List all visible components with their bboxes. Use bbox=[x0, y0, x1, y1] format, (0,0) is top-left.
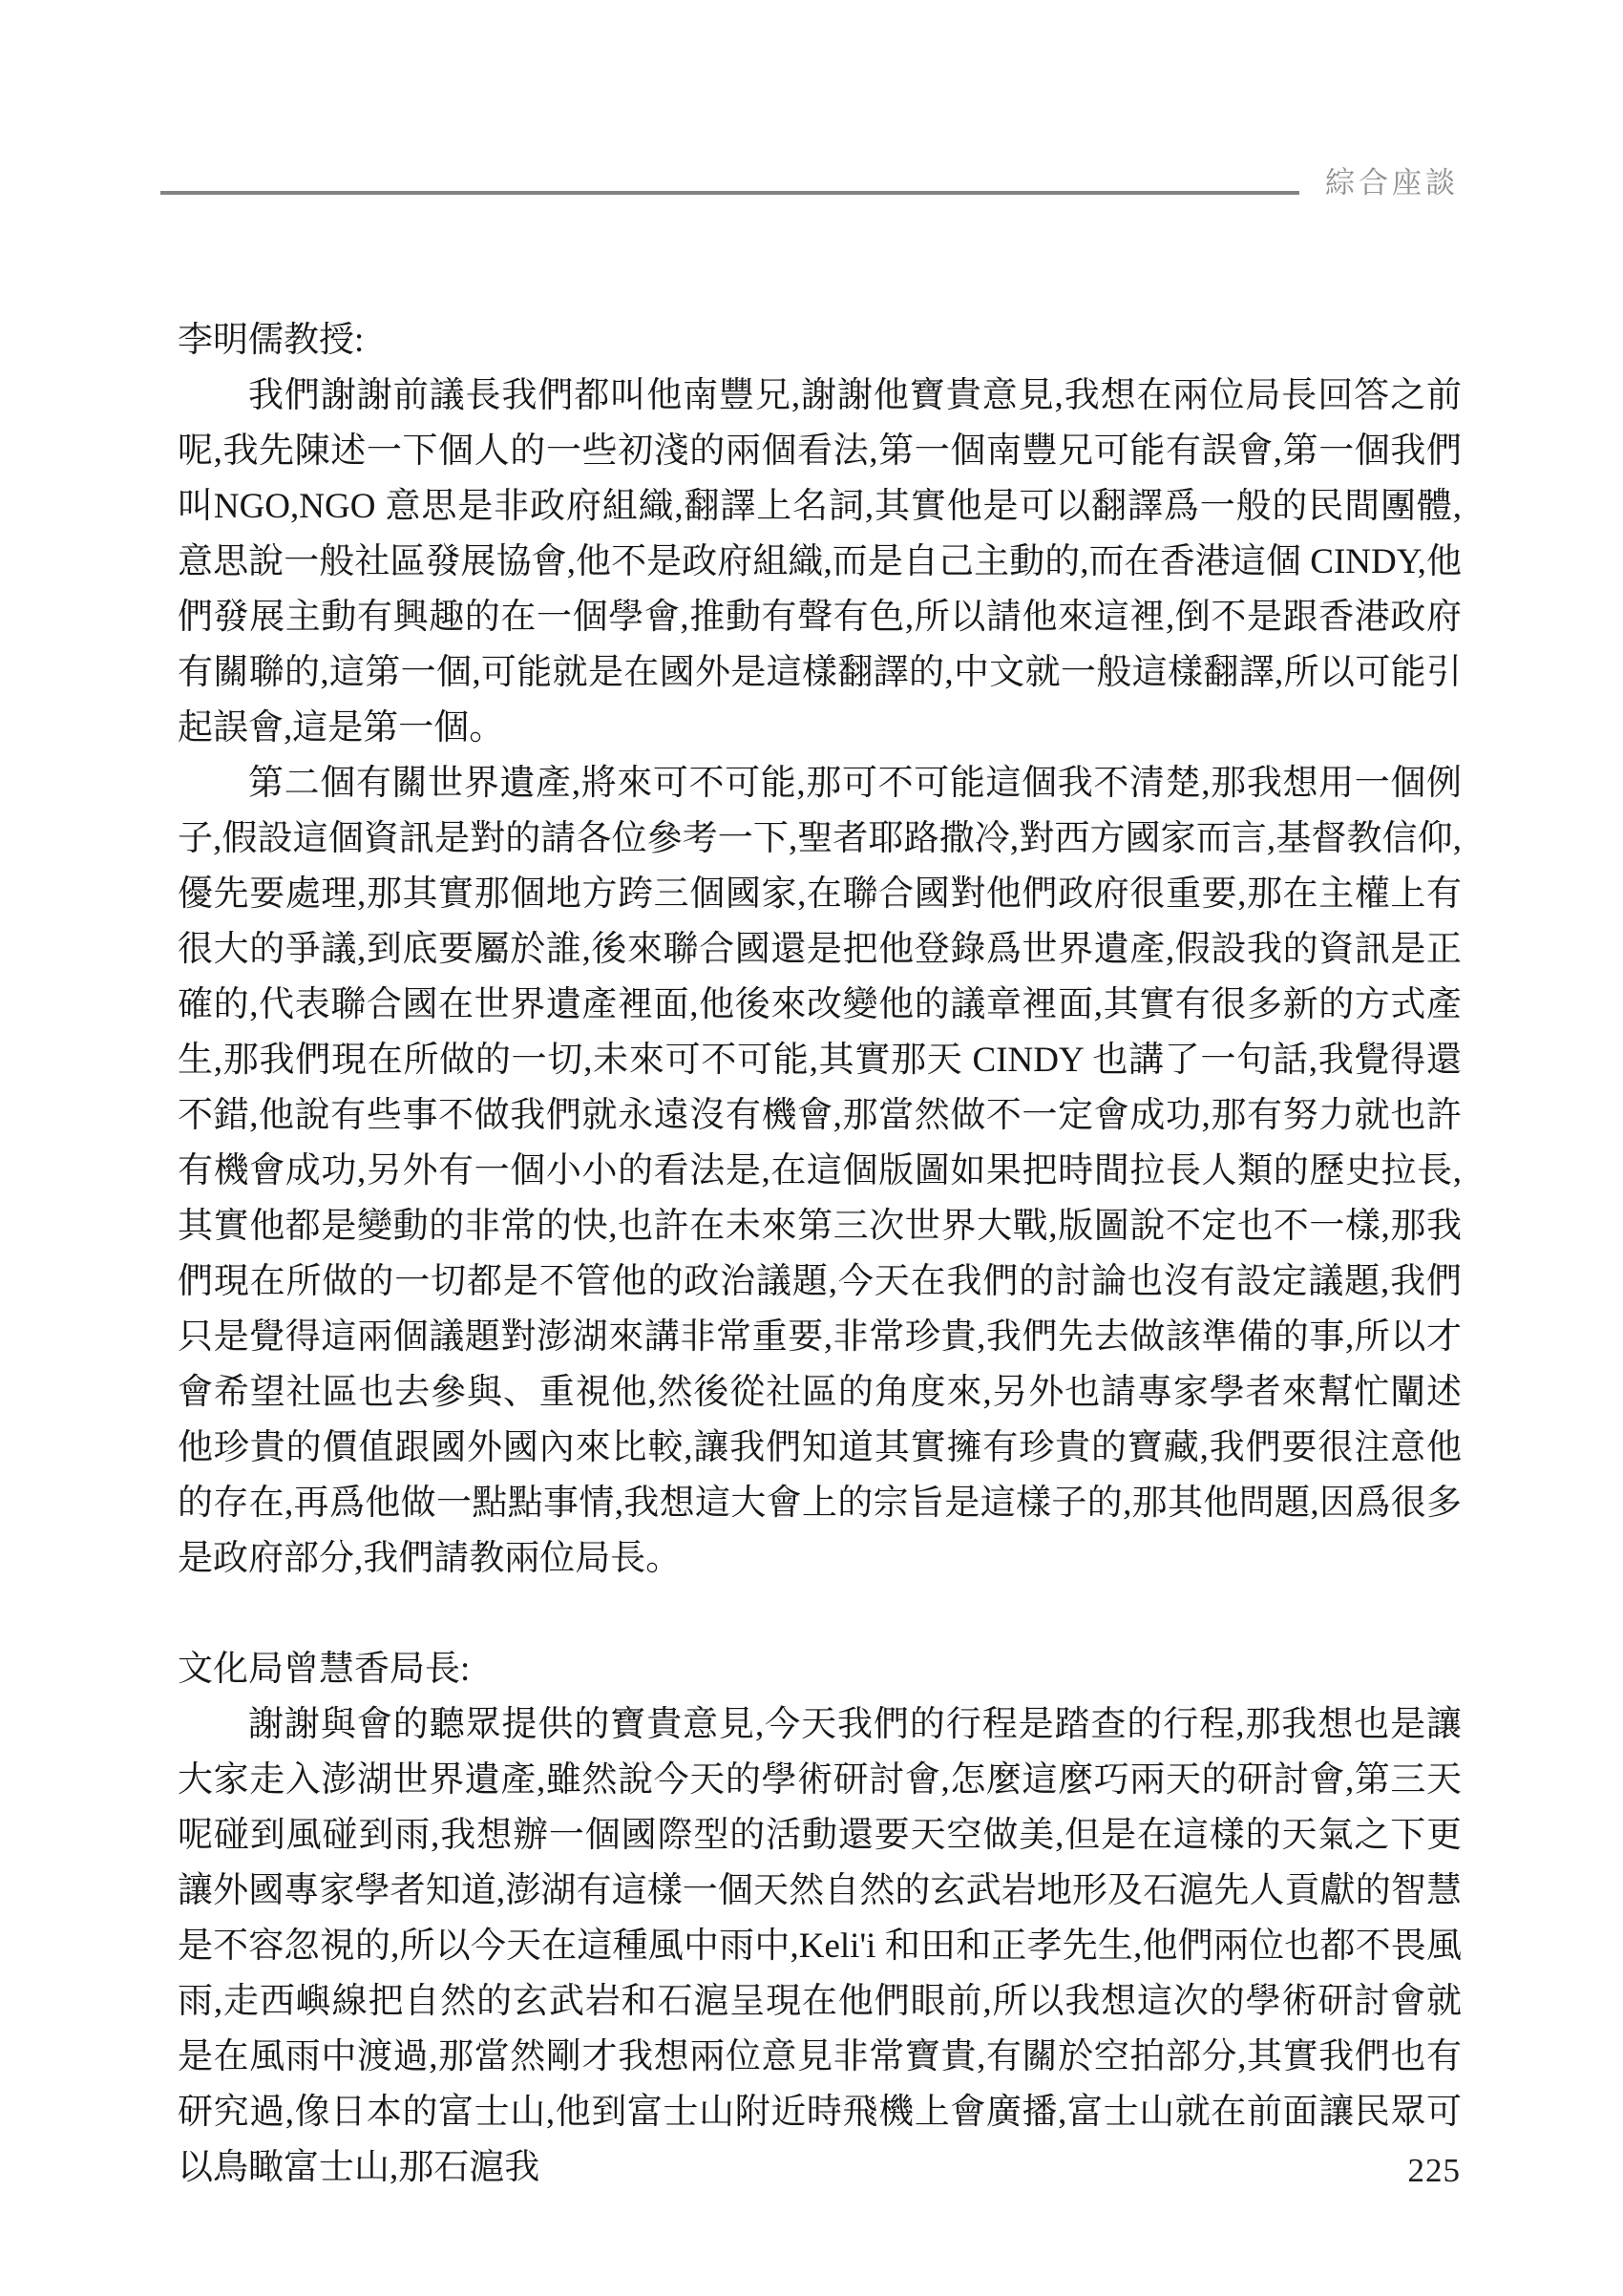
running-header-title: 綜合座談 bbox=[1325, 166, 1459, 200]
speech-paragraph: 第二個有關世界遺產,將來可不可能,那可不可能這個我不清楚,那我想用一個例子,假設這個資訊是對的請各位參考一下,聖者耶路撒冷,對西方國家而言,基督教信仰,優先要處理,那其實那個地方跨三個國家,在聯合國對他們政府很重要,那在主權上有很大的爭議,到底要屬於誰,後來聯合國還是把他登錄爲世界遺產,假設我的資訊是正確的,代表聯合國在世界遺產裡面,他後來改變他的議章裡面,其實有很多新的方式產生,那我們現在所做的一切,未來可不可能,其實那天 CINDY 也講了一句話,我覺得還不錯,他說有些事不做我們就永遠沒有機會,那當然做不一定會成功,那有努力就也許有機會成功,另外有一個小小的看法是,在這個版圖如果把時間拉長人類的歷史拉長,其實他都是變動的非常的快,也許在未來第三次世界大戰,版圖說不定也不一樣,那我們現在所做的一切都是不管他的政治議題,今天在我們的討論也沒有設定議題,我們只是覺得這兩個議題對澎湖來講非常重要,非常珍貴,我們先去做該準備的事,所以才會希望社區也去參與、重視他,然後從社區的角度來,另外也請專家學者來幫忙闡述他珍貴的價值跟國外國內來比較,讓我們知道其實擁有珍貴的寶藏,我們要很注意他的存在,再爲他做一點點事情,我想這大會上的宗旨是這樣子的,那其他問題,因爲很多是政府部分,我們請教兩位局長。 bbox=[178, 764, 1462, 1578]
speech-paragraph: 謝謝與會的聽眾提供的寶貴意見,今天我們的行程是踏查的行程,那我想也是讓大家走入澎湖世界遺產,雖然說今天的學術研討會,怎麼這麼巧兩天的研討會,第三天呢碰到風碰到雨,我想辦一個國際型的活動還要天空做美,但是在這樣的天氣之下更讓外國專家學者知道,澎湖有這樣一個天然自然的玄武岩地形及石滬先人貢獻的智慧是不容忽視的,所以今天在這種風中雨中,Keli'i 和田和正孝先生,他們兩位也都不畏風雨,走西嶼線把自然的玄武岩和石滬呈現在他們眼前,所以我想這次的學術研討會就是在風雨中渡過,那當然剛才我想兩位意見非常寶貴,有關於空拍部分,其實我們也有研究過,像日本的富士山,他到富士山附近時飛機上會廣播,富士山就在前面讓民眾可以鳥瞰富士山,那石滬我 bbox=[178, 1705, 1462, 2187]
speech-section-1 bbox=[178, 313, 1462, 1587]
header-rule bbox=[160, 191, 1299, 195]
page-number: 225 bbox=[1407, 2152, 1461, 2189]
speaker-heading-2: 文化局曾慧香局長: bbox=[178, 1650, 471, 1689]
speech-section-2 bbox=[178, 1642, 1462, 2196]
page-body bbox=[178, 313, 1462, 2196]
speaker-heading-1: 李明儒教授: bbox=[178, 321, 365, 360]
speech-paragraph: 我們謝謝前議長我們都叫他南豐兄,謝謝他寶貴意見,我想在兩位局長回答之前呢,我先陳述一下個人的一些初淺的兩個看法,第一個南豐兄可能有誤會,第一個我們叫NGO,NGO 意思是非政府組織,翻譯上名詞,其實他是可以翻譯爲一般的民間團體,意思說一般社區發展協會,他不是政府組織,而是自己主動的,而在香港這個 CINDY,他們發展主動有興趣的在一個學會,推動有聲有色,所以請他來這裡,倒不是跟香港政府有關聯的,這第一個,可能就是在國外是這樣翻譯的,中文就一般這樣翻譯,所以可能引起誤會,這是第一個。 bbox=[178, 376, 1462, 748]
